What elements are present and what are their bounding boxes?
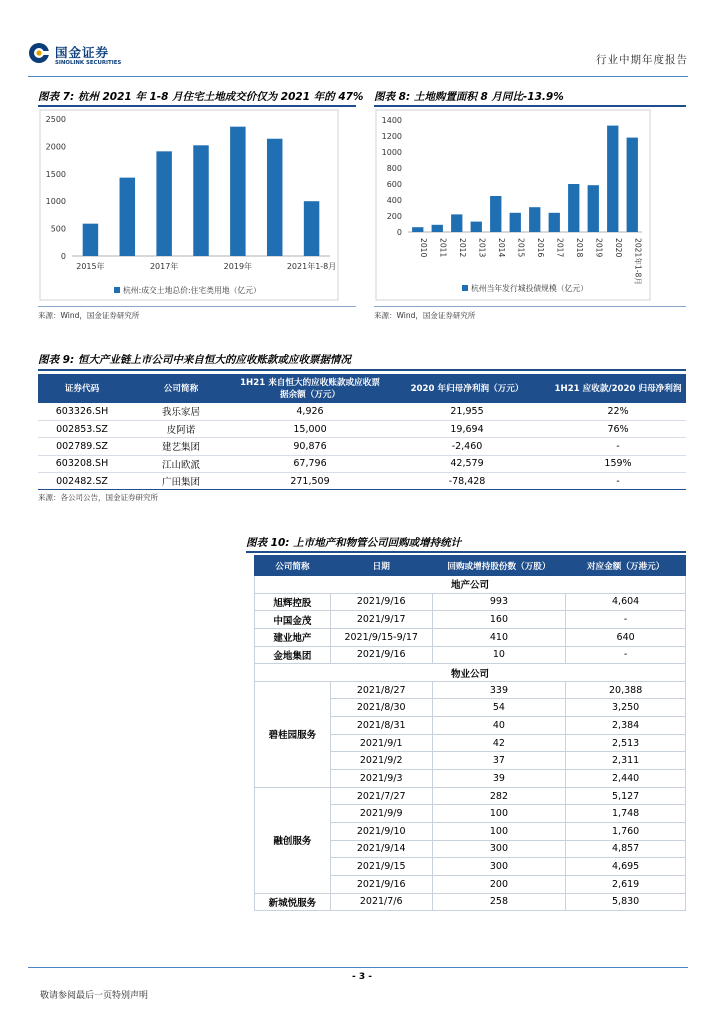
figure8-source-rule (374, 306, 686, 307)
table-cell: 2021/9/3 (330, 770, 432, 788)
table-cell: 100 (432, 805, 566, 823)
x-tick-label: 2016 (535, 238, 545, 258)
table-cell: 中国金茂 (255, 611, 331, 629)
table9-caption: 图表 9: 恒大产业链上市公司中来自恒大的应收账款或应收票据情况 (38, 354, 351, 366)
bar (627, 138, 638, 232)
table-cell: 002853.SZ (38, 420, 126, 437)
table-row (255, 646, 686, 664)
table-cell: 2021/8/31 (330, 717, 432, 735)
table-cell: 2,384 (566, 717, 686, 735)
group-name-cell: 融创服务 (255, 787, 331, 893)
table-cell: 20,388 (566, 681, 686, 699)
table-cell: 5,830 (566, 893, 686, 911)
x-tick-label: 2010 (418, 238, 428, 258)
table10-caption-rule (246, 551, 686, 553)
x-tick-label: 2021年1-8月 (286, 262, 337, 271)
table10-caption: 图表 10: 上市地产和物管公司回购或增持统计 (246, 537, 462, 549)
table-cell: 2021/8/30 (330, 699, 432, 717)
table9-header-row (38, 374, 686, 403)
table-row (38, 455, 686, 472)
bar (267, 139, 282, 256)
table-cell: 258 (432, 893, 566, 911)
table-cell: 2021/9/15-9/17 (330, 628, 432, 646)
bar (568, 184, 579, 232)
table-cell: 300 (432, 858, 566, 876)
table-cell: 993 (432, 593, 566, 611)
section-label-property-mgmt: 物业公司 (255, 664, 686, 682)
table-row (38, 403, 686, 420)
company-logo (28, 40, 132, 70)
x-tick-label: 2017 (555, 238, 565, 258)
chart-frame (40, 110, 338, 300)
bar (451, 214, 462, 232)
table-cell: 90,876 (236, 438, 384, 455)
bar (588, 185, 599, 232)
table-cell: 5,127 (566, 787, 686, 805)
report-type: 行业中期年度报告 (596, 54, 688, 66)
table-cell: 2021/9/15 (330, 858, 432, 876)
table10-header-row (255, 556, 686, 576)
table-row (255, 593, 686, 611)
page-number: - 3 - (352, 972, 372, 982)
table9-source: 来源：各公司公告，国金证券研究所 (38, 493, 158, 502)
table-cell: - (566, 646, 686, 664)
bar (412, 227, 423, 232)
table-cell: 4,926 (236, 403, 384, 420)
table-cell: 37 (432, 752, 566, 770)
table-cell: 339 (432, 681, 566, 699)
table-cell: -2,460 (384, 438, 550, 455)
table-cell: 42,579 (384, 455, 550, 472)
x-tick-label: 2015 (516, 238, 526, 258)
y-tick-label: 200 (386, 212, 402, 221)
table-cell: 1,760 (566, 822, 686, 840)
section-row (255, 576, 686, 594)
table-cell: 旭辉控股 (255, 593, 331, 611)
x-tick-label: 2013 (477, 238, 487, 258)
table-cell: 15,000 (236, 420, 384, 437)
bar (304, 201, 319, 256)
table-cell: 2021/9/10 (330, 822, 432, 840)
y-tick-label: 2000 (45, 142, 66, 152)
table-cell: 2021/9/9 (330, 805, 432, 823)
legend-swatch (462, 285, 468, 291)
table-cell: 100 (432, 822, 566, 840)
bar (230, 127, 245, 256)
bar (83, 224, 98, 256)
table-row (255, 628, 686, 646)
y-tick-label: 800 (386, 164, 402, 173)
table-cell: 金地集团 (255, 646, 331, 664)
disclaimer-note: 敬请参阅最后一页特别声明 (40, 991, 149, 1001)
table-row (38, 473, 686, 490)
table-cell: 2021/9/16 (330, 593, 432, 611)
table-cell: 160 (432, 611, 566, 629)
table-cell: 002789.SZ (38, 438, 126, 455)
figure7-source: 来源：Wind，国金证券研究所 (38, 311, 140, 320)
table10 (254, 555, 686, 911)
bar (432, 225, 443, 232)
group-name-cell: 碧桂园服务 (255, 681, 331, 787)
legend-label: 杭州:成交土地总价:住宅类用地（亿元） (123, 286, 261, 295)
x-tick-label: 2012 (457, 238, 467, 258)
table-cell: 2021/9/14 (330, 840, 432, 858)
table-cell: 40 (432, 717, 566, 735)
table-cell: 10 (432, 646, 566, 664)
x-tick-label: 2011 (438, 238, 448, 258)
table-cell: 4,695 (566, 858, 686, 876)
figure8-caption: 图表 8: 土地购置面积 8 月同比-13.9% (374, 91, 564, 103)
bar (193, 145, 208, 256)
table9-caption-rule (38, 369, 686, 371)
y-tick-label: 1500 (45, 169, 66, 179)
table-cell: 2021/9/17 (330, 611, 432, 629)
table-cell: - (550, 438, 686, 455)
bar (607, 126, 618, 232)
y-tick-label: 400 (386, 196, 402, 205)
y-tick-label: 1400 (381, 116, 402, 125)
bar (471, 222, 482, 232)
table-cell: 建艺集团 (126, 438, 236, 455)
table-cell: 新城悦服务 (255, 893, 331, 911)
bar (510, 213, 521, 232)
bar (549, 213, 560, 232)
bar (490, 196, 501, 232)
x-tick-label: 2014 (496, 238, 506, 258)
table-row (255, 893, 686, 911)
table-cell: 1,748 (566, 805, 686, 823)
table-cell: 2,311 (566, 752, 686, 770)
table-row (255, 611, 686, 629)
table-cell: 54 (432, 699, 566, 717)
x-tick-label: 2019 (594, 238, 604, 258)
x-tick-label: 2019年 (223, 262, 253, 271)
table-cell: 2,619 (566, 875, 686, 893)
table-cell: 603326.SH (38, 403, 126, 420)
table9-header-ratio: 1H21 应收款/2020 归母净利润 (550, 374, 686, 403)
table-cell: 2,513 (566, 734, 686, 752)
table9-header-code: 证券代码 (38, 374, 126, 403)
table-cell: 2021/7/6 (330, 893, 432, 911)
table-cell: 282 (432, 787, 566, 805)
bar (120, 178, 135, 256)
table-cell: 67,796 (236, 455, 384, 472)
figure7-caption-rule (38, 105, 356, 107)
table-cell: 3,250 (566, 699, 686, 717)
logo-text-cn: 国金证券 (55, 45, 110, 60)
bar (156, 151, 171, 256)
table-cell: 271,509 (236, 473, 384, 490)
legend-swatch (114, 287, 120, 293)
section-label-property: 地产公司 (255, 576, 686, 594)
y-tick-label: 600 (386, 180, 402, 189)
table-row (255, 787, 686, 805)
y-tick-label: 1000 (45, 197, 66, 207)
table-cell: 2021/9/2 (330, 752, 432, 770)
table-cell: - (566, 611, 686, 629)
x-tick-label: 2018 (574, 238, 584, 258)
x-tick-label: 2020 (613, 238, 623, 258)
table-cell: 159% (550, 455, 686, 472)
bar (529, 207, 540, 232)
table-cell: 2021/7/27 (330, 787, 432, 805)
table-row (38, 420, 686, 437)
table9-header-name: 公司简称 (126, 374, 236, 403)
y-tick-label: 1000 (381, 148, 402, 157)
logo-text-en: SINOLINK SECURITIES (55, 60, 122, 66)
table-cell: 002482.SZ (38, 473, 126, 490)
table10-header-company: 公司简称 (255, 556, 331, 576)
table10-header-amount: 对应金额（万港元） (566, 556, 686, 576)
y-tick-label: 2500 (45, 115, 66, 124)
table-cell: 300 (432, 840, 566, 858)
logo-mark-icon (28, 42, 50, 64)
table-cell: 640 (566, 628, 686, 646)
table-cell: 39 (432, 770, 566, 788)
y-tick-label: 1200 (381, 132, 402, 141)
table9-header-profit: 2020 年归母净利润（万元） (384, 374, 550, 403)
table-cell: 76% (550, 420, 686, 437)
x-tick-label: 2015年 (76, 262, 105, 271)
table-cell: 410 (432, 628, 566, 646)
table-cell: 2021/9/16 (330, 875, 432, 893)
table-cell: 2021/8/27 (330, 681, 432, 699)
header-divider (28, 76, 688, 77)
table-cell: 603208.SH (38, 455, 126, 472)
x-tick-label: 2017年 (149, 262, 179, 271)
table-cell: 2,440 (566, 770, 686, 788)
table-cell: 22% (550, 403, 686, 420)
y-tick-label: 0 (60, 252, 66, 261)
table-cell: 皮阿诺 (126, 420, 236, 437)
y-tick-label: 500 (50, 224, 66, 234)
table-cell: 21,955 (384, 403, 550, 420)
table-cell: - (550, 473, 686, 490)
table-cell: 我乐家居 (126, 403, 236, 420)
table-cell: 4,857 (566, 840, 686, 858)
table-cell: -78,428 (384, 473, 550, 490)
table-cell: 19,694 (384, 420, 550, 437)
table-cell: 200 (432, 875, 566, 893)
table-cell: 2021/9/16 (330, 646, 432, 664)
footer-divider (28, 967, 688, 968)
table9 (38, 374, 686, 490)
figure8-source: 来源：Wind，国金证券研究所 (374, 311, 476, 320)
figure8-chart (374, 108, 686, 304)
table-cell: 2021/9/1 (330, 734, 432, 752)
figure8-caption-rule (374, 105, 686, 107)
figure7-source-rule (38, 306, 356, 307)
legend-label: 杭州当年发行城投债规模（亿元） (471, 284, 588, 293)
table-cell: 4,604 (566, 593, 686, 611)
x-tick-label: 2021年1-8月 (633, 238, 643, 285)
table10-header-shares: 回购或增持股份数（万股） (432, 556, 566, 576)
table-cell: 建业地产 (255, 628, 331, 646)
table-cell: 广田集团 (126, 473, 236, 490)
figure7-caption: 图表 7: 杭州 2021 年 1-8 月住宅土地成交价仅为 2021 年的 47% (38, 91, 364, 103)
table-cell: 42 (432, 734, 566, 752)
table-cell: 江山欧派 (126, 455, 236, 472)
table9-header-receivable: 1H21 来自恒大的应收账款或应收票据余额（万元） (236, 374, 384, 403)
table-row (38, 438, 686, 455)
table-row (255, 681, 686, 699)
section-row (255, 664, 686, 682)
table10-header-date: 日期 (330, 556, 432, 576)
figure7-chart (38, 108, 356, 304)
y-tick-label: 0 (396, 228, 402, 237)
